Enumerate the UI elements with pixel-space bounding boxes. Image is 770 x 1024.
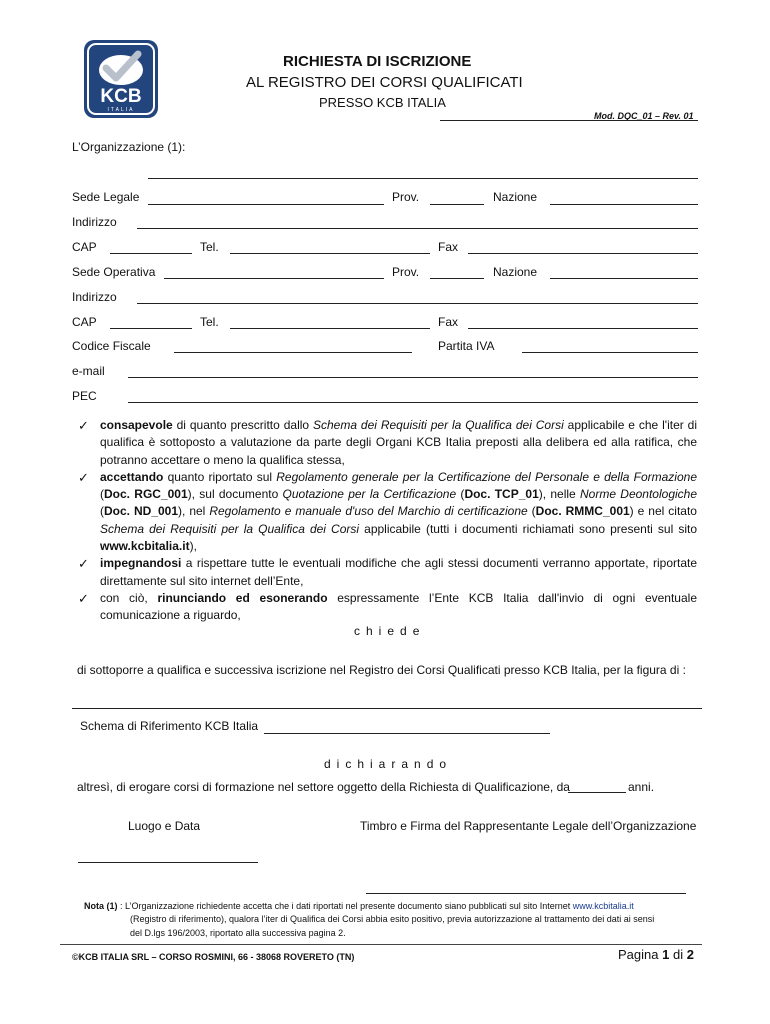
email-label: e-mail (72, 364, 105, 378)
declaration-impegnandosi: ✓ impegnandosi a rispettare tutte le eventuali modifiche che agli stessi documenti verranno apportate, riportate direttamente sul sito internet dell’Ente, (78, 556, 697, 588)
nazione-op-label: Nazione (493, 265, 538, 279)
codice-fiscale-label: Codice Fiscale (72, 339, 151, 353)
cap-op-label: CAP (72, 315, 97, 329)
figura-field[interactable] (72, 708, 702, 709)
declarations (78, 417, 698, 625)
organizzazione-label: L’Organizzazione (1): (72, 140, 186, 154)
luogo-data-field[interactable] (78, 862, 258, 863)
schema-label: Schema di Riferimento KCB Italia (80, 719, 259, 733)
declaration-consapevole: ✓ consapevole di quanto prescritto dallo Schema dei Requisiti per la Qualifica dei Corsi applicabile e che l'iter di qualifica è sottoposto a valutazione da parte degli Organi KCB Italia preposti alla delibera ed alla ratifica, che potranno accettare o meno la qualifica stessa, (78, 418, 697, 467)
svg-text:KCB: KCB (100, 86, 142, 107)
cap-field[interactable] (110, 253, 192, 254)
firma-field[interactable] (366, 893, 686, 894)
nota-label: Nota (1) (84, 901, 118, 911)
checkmark-icon: ✓ (78, 556, 89, 572)
organizzazione-field[interactable] (148, 178, 698, 179)
dichiarando-heading: dichiarando (324, 757, 453, 771)
page-indicator: Pagina 1 di 2 (618, 947, 694, 962)
fax-op-field[interactable] (468, 328, 698, 329)
prov-label: Prov. (392, 190, 420, 204)
prov-op-field[interactable] (430, 278, 484, 279)
header-rule (440, 120, 698, 121)
indirizzo-op-field[interactable] (137, 303, 698, 304)
altresi-text: altresì, di erogare corsi di formazione nel settore oggetto della Richiesta di Qualificazione, da (77, 780, 570, 794)
timbro-label: Timbro e Firma del Rappresentante Legale dell’Organizzazione (360, 819, 697, 833)
checkmark-icon: ✓ (78, 590, 89, 606)
nota-text-2: (Registro di riferimento), qualora l’iter di Qualifica dei Corsi abbia esito positivo, previa autorizzazione al trattamento dei dati ai sensi (130, 914, 655, 924)
title-line-3: PRESSO KCB ITALIA (319, 95, 446, 110)
cap-label: CAP (72, 240, 97, 254)
partita-iva-field[interactable] (522, 352, 698, 353)
kcb-logo-graphic (84, 40, 158, 118)
indirizzo-label: Indirizzo (72, 215, 117, 229)
nota-text-3: del D.lgs 196/2003, riportato alla successiva pagina 2. (130, 928, 346, 938)
chiede-heading: chiede (354, 624, 426, 638)
declaration-rinunciando: ✓ con ciò, rinunciando ed esonerando espressamente l’Ente KCB Italia dall'invio di ogni eventuale comunicazione a riguardo, (78, 590, 697, 623)
checkmark-icon: ✓ (78, 418, 89, 433)
title-line-1: RICHIESTA DI ISCRIZIONE (283, 53, 472, 70)
anni-field[interactable] (568, 792, 626, 793)
footer-rule (60, 944, 702, 945)
tel-op-field[interactable] (230, 328, 430, 329)
sede-legale-label: Sede Legale (72, 190, 140, 204)
sottoporre-text: di sottoporre a qualifica e successiva iscrizione nel Registro dei Corsi Qualificati presso KCB Italia, per la figura di : (77, 663, 686, 677)
tel-field[interactable] (230, 253, 430, 254)
prov-op-label: Prov. (392, 265, 420, 279)
nota-text-1: : L’Organizzazione richiedente accetta che i dati riportati nel presente documento siano pubblicati sul sito Internet www.kcbitalia.it (120, 901, 634, 911)
checkmark-icon: ✓ (78, 469, 89, 485)
module-code: Mod. DQC_01 – Rev. 01 (594, 111, 694, 121)
nota-link[interactable]: www.kcbitalia.it (572, 901, 634, 911)
fax-field[interactable] (468, 253, 698, 254)
declaration-accettando: ✓ accettando quanto riportato sul Regolamento generale per la Certificazione del Personale e della Formazione (Doc. RGC_001), sul documento Quotazione per la Certificazione (Doc. TCP_01), nelle Norme Deontologiche (Doc. ND_001), nel Regolamento e manuale d'uso del Marchio di certificazione (Doc. RMMC_001) e nel citato Schema dei Requisiti per la Qualifica dei Corsi applicabile (tutti i documenti richiamati sono presenti sul sito www.kcbitalia.it), (78, 469, 698, 554)
pec-label: PEC (72, 389, 97, 403)
nazione-op-field[interactable] (550, 278, 698, 279)
fax-op-label: Fax (438, 315, 459, 329)
nazione-label: Nazione (493, 190, 538, 204)
sede-operativa-label: Sede Operativa (72, 265, 156, 279)
kcb-logo (84, 40, 158, 118)
pec-field[interactable] (128, 402, 698, 403)
fax-label: Fax (438, 240, 459, 254)
codice-fiscale-field[interactable] (174, 352, 412, 353)
luogo-data-label: Luogo e Data (128, 819, 201, 833)
prov-field[interactable] (430, 204, 484, 205)
tel-label: Tel. (200, 240, 219, 254)
partita-iva-label: Partita IVA (438, 339, 495, 353)
tel-op-label: Tel. (200, 315, 219, 329)
sede-operativa-field[interactable] (164, 278, 384, 279)
anni-label: anni. (628, 780, 655, 794)
footer-address: ©KCB ITALIA SRL – CORSO ROSMINI, 66 - 38068 ROVERETO (TN) (72, 952, 355, 962)
sede-legale-field[interactable] (148, 204, 384, 205)
indirizzo-field[interactable] (137, 228, 698, 229)
nazione-field[interactable] (550, 204, 698, 205)
email-field[interactable] (128, 377, 698, 378)
indirizzo-op-label: Indirizzo (72, 290, 117, 304)
schema-field[interactable] (264, 733, 550, 734)
svg-text:ITALIA: ITALIA (107, 107, 135, 113)
title-line-2: AL REGISTRO DEI CORSI QUALIFICATI (246, 74, 523, 91)
cap-op-field[interactable] (110, 328, 192, 329)
